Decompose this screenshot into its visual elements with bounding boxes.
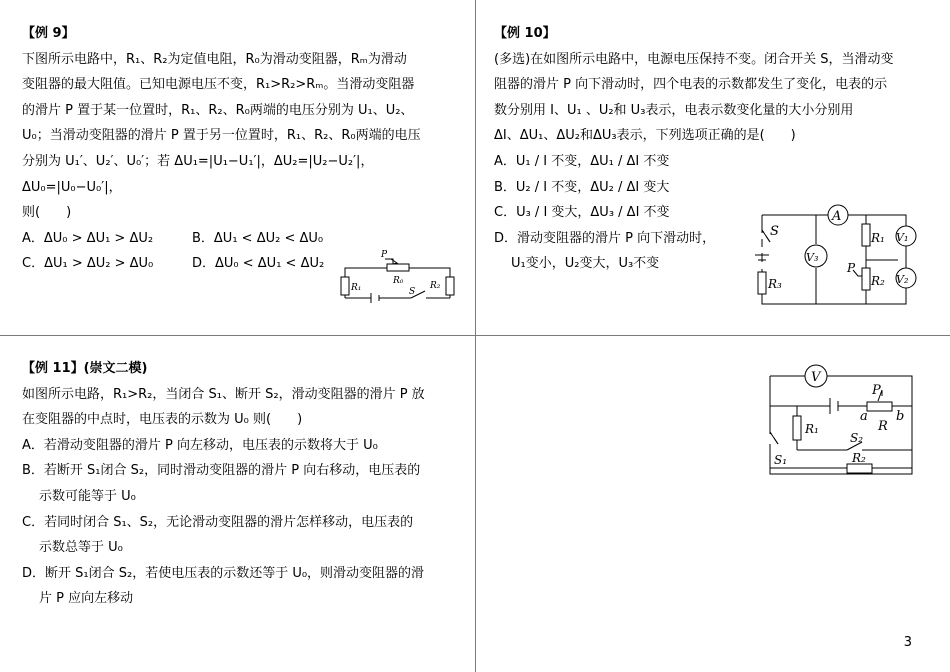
example-11-r2-resistor bbox=[847, 464, 872, 473]
example-10-line: 阻器的滑片 P 向下滑动时，四个电表的示数都发生了变化，电表的示 bbox=[494, 77, 888, 93]
example-9-option-d: D．ΔU₀ < ΔU₁ < ΔU₂ bbox=[192, 256, 325, 272]
example-11-label-s2: S₂ bbox=[850, 431, 864, 445]
example-9-line: U₀；当滑动变阻器的滑片 P 置于另一位置时，R₁、R₂、R₀两端的电压 bbox=[22, 128, 421, 144]
example-11-label-r2: R₂ bbox=[852, 451, 866, 465]
example-10-line: (多选)在如图所示电路中，电源电压保持不变。闭合开关 S，当滑动变 bbox=[494, 51, 894, 67]
example-9-option-a: A．ΔU₀ > ΔU₁ > ΔU₂ bbox=[22, 230, 154, 246]
example-11-option-c: C．若同时闭合 S₁、S₂，无论滑动变阻器的滑片怎样移动，电压表的 bbox=[22, 514, 414, 530]
example-9-line: 的滑片 P 置于某一位置时，R₁、R₂、R₀两端的电压分别为 U₁、U₂、 bbox=[22, 102, 414, 118]
example-9 bbox=[22, 21, 467, 277]
example-9-rheostat bbox=[387, 264, 409, 271]
example-10-label-p: P bbox=[847, 261, 856, 275]
example-10-label-v1: V₁ bbox=[896, 231, 909, 244]
example-10-line: 数分别用 I、U₁ 、U₂和 U₃表示，电表示数变化量的大小分别用 bbox=[494, 102, 854, 118]
example-10-r3-resistor bbox=[758, 272, 766, 294]
vertical-divider bbox=[475, 0, 476, 672]
example-9-option-b: B．ΔU₁ < ΔU₂ < ΔU₀ bbox=[192, 230, 324, 246]
example-11-label-r: R bbox=[878, 419, 888, 434]
example-10-option-d: D．滑动变阻器的滑片 P 向下滑动时， bbox=[494, 230, 716, 246]
example-9-line: 变阻器的最大阻值。已知电源电压不变，R₁>R₂>Rₘ。当滑动变阻器 bbox=[22, 77, 415, 93]
example-11-title: 【例 11】(崇文二模) bbox=[22, 361, 148, 376]
example-11-option-b: B．若断开 S₁闭合 S₂，同时滑动变阻器的滑片 P 向右移动，电压表的 bbox=[22, 463, 421, 479]
example-9-r2-resistor bbox=[446, 277, 454, 295]
example-10-r2-rheostat bbox=[862, 268, 870, 290]
example-11-label-r1: R₁ bbox=[805, 422, 819, 436]
example-9-label-r1: R₁ bbox=[351, 283, 362, 293]
example-9-label-r2: R₂ bbox=[430, 281, 441, 291]
example-9-option-c: C．ΔU₁ > ΔU₂ > ΔU₀ bbox=[22, 256, 154, 272]
example-11 bbox=[22, 356, 467, 612]
example-10-line: ΔI、ΔU₁、ΔU₂和ΔU₃表示，下列选项正确的是( ) bbox=[494, 128, 796, 144]
example-10-r1-resistor bbox=[862, 224, 870, 246]
example-11-option-a: A．若滑动变阻器的滑片 P 向左移动，电压表的示数将大于 U₀ bbox=[22, 437, 378, 453]
example-11-option-d: D．断开 S₁闭合 S₂，若使电压表的示数还等于 U₀，则滑动变阻器的滑 bbox=[22, 565, 425, 581]
example-10-label-v2: V₂ bbox=[896, 273, 909, 286]
example-9-title: 【例 9】 bbox=[22, 26, 75, 41]
example-11-label-s1: S₁ bbox=[774, 453, 788, 467]
example-10-label-a: A bbox=[832, 209, 842, 224]
example-9-label-p: P bbox=[381, 250, 388, 260]
example-10-label-r2: R₂ bbox=[871, 274, 885, 288]
example-9-label-s: S bbox=[409, 287, 416, 297]
example-10-option-a: A．U₁ / I 不变，ΔU₁ / ΔI 不变 bbox=[494, 153, 670, 169]
example-10-label-r1: R₁ bbox=[871, 231, 885, 245]
example-11-option-b-continued: 示数可能等于 U₀ bbox=[39, 488, 136, 504]
example-10-label-s: S bbox=[770, 224, 779, 239]
example-10-option-c: C．U₃ / I 变大，ΔU₃ / ΔI 不变 bbox=[494, 205, 670, 221]
page-number: 3 bbox=[903, 635, 912, 650]
example-10-label-r3: R₃ bbox=[768, 277, 782, 291]
example-11-circuit-diagram bbox=[762, 358, 922, 480]
example-9-line: 下图所示电路中，R₁、R₂为定值电阻，R₀为滑动变阻器，Rₘ为滑动 bbox=[22, 51, 407, 67]
example-11-line: 如图所示电路，R₁>R₂，当闭合 S₁、断开 S₂，滑动变阻器的滑片 P 放 bbox=[22, 386, 425, 402]
example-11-line: 在变阻器的中点时，电压表的示数为 U₀ 则( ) bbox=[22, 412, 303, 428]
example-11-label-p: P bbox=[872, 383, 881, 398]
example-10-option-b: B．U₂ / I 不变，ΔU₂ / ΔI 变大 bbox=[494, 179, 670, 195]
example-11-label-v: V bbox=[811, 370, 821, 385]
example-11-option-c-continued: 示数总等于 U₀ bbox=[39, 540, 123, 556]
example-11-option-d-continued: 片 P 应向左移动 bbox=[39, 591, 134, 607]
example-10-option-d-continued: U₁变小，U₂变大，U₃不变 bbox=[511, 256, 660, 272]
example-9-line: 则( ) bbox=[22, 205, 72, 221]
example-11-rheostat bbox=[867, 402, 892, 411]
example-9-circuit-diagram bbox=[335, 245, 460, 310]
horizontal-divider bbox=[0, 335, 950, 336]
example-10-title: 【例 10】 bbox=[494, 26, 556, 41]
example-9-line: 分别为 U₁′、U₂′、U₀′；若 ΔU₁=|U₁−U₁′|，ΔU₂=|U₂−U₂′|，ΔU₀=|U₀−U₀′|， bbox=[22, 153, 374, 195]
example-10-circuit-diagram bbox=[748, 200, 924, 310]
example-9-r1-resistor bbox=[341, 277, 349, 295]
example-10-label-v3: V₃ bbox=[806, 251, 819, 264]
example-11-label-a: a bbox=[860, 409, 868, 424]
example-9-label-r0: R₀ bbox=[393, 276, 404, 286]
example-11-label-b: b bbox=[896, 409, 905, 424]
example-11-r1-resistor bbox=[793, 416, 801, 440]
